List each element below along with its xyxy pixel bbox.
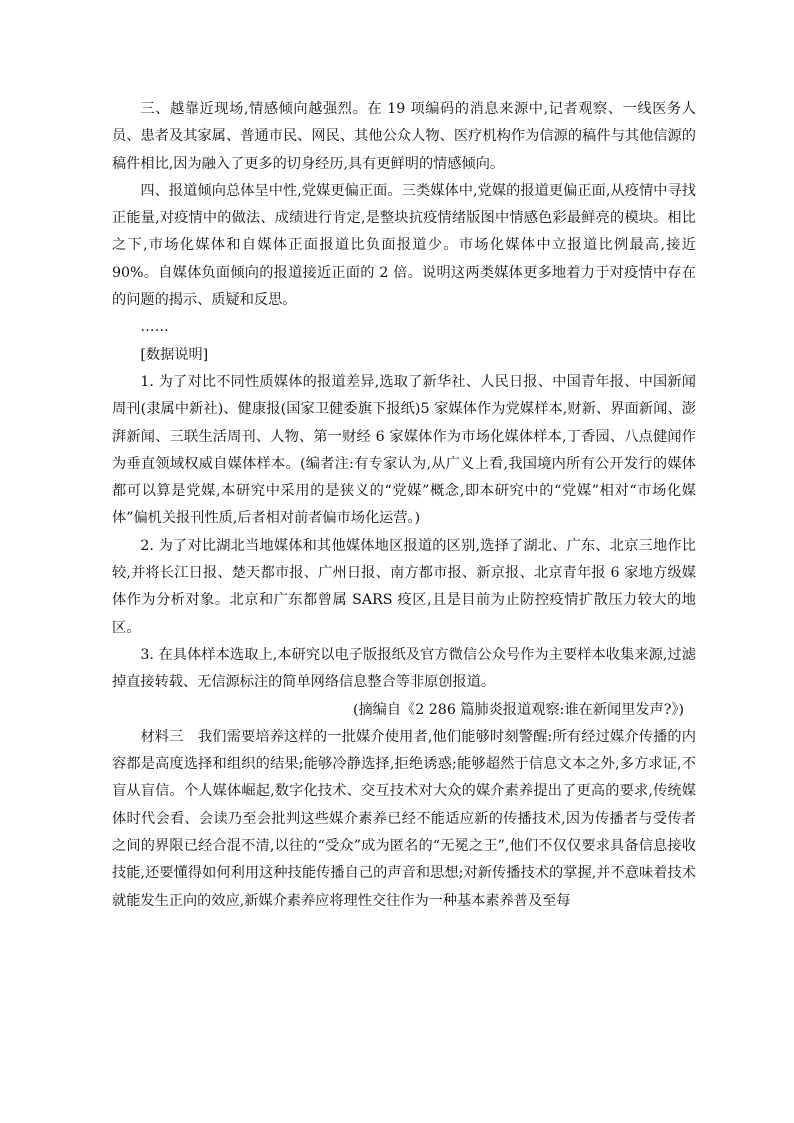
paragraph-report-tendency: 四、报道倾向总体呈中性,党媒更偏正面。三类媒体中,党媒的报道更偏正面,从疫情中寻找正能量,对疫情中的做法、成绩进行肯定,是整块抗疫情绪版图中情感色彩最鲜亮的模块。相比之下,市场化媒体和自媒体正面报道比负面报道少。市场化媒体中立报道比例最高,接近 90%。自媒体负面倾向的报道接近正面的 2 倍。说明这两类媒体更多地着力于对疫情中存在的问题的揭示、质疑和反思。	[112, 182, 696, 309]
data-note-1: 1. 为了对比不同性质媒体的报道差异,选取了新华社、人民日报、中国青年报、中国新闻周刊(隶属中新社)、健康报(国家卫健委旗下报纸)5 家媒体作为党媒样本,财新、界面新闻、澎湃新闻、三联生活周刊、人物、第一财经 6 家媒体作为市场化媒体样本,丁香园、八点健闻作为垂直领域权威自媒体样本。(编者注:有专家认为,从广义上看,我国境内所有公开发行的媒体都可以算是党媒,本研究中采用的是狭义的“党媒”概念,即本研究中的“党媒”相对“市场化媒体”偏机关报刊性质,后者相对前者偏市场化运营。)	[112, 373, 696, 527]
paragraph-emotion-proximity: 三、越靠近现场,情感倾向越强烈。在 19 项编码的消息来源中,记者观察、一线医务人员、患者及其家属、普通市民、网民、其他公众人物、医疗机构作为信源的稿件与其他信源的稿件相比,因为融入了更多的切身经历,具有更鲜明的情感倾向。	[112, 101, 696, 172]
data-note-2: 2. 为了对比湖北当地媒体和其他媒体地区报道的区别,选择了湖北、广东、北京三地作比较,并将长江日报、楚天都市报、广州日报、南方都市报、新京报、北京青年报 6 家地方级媒体作为分析对象。北京和广东都曾属 SARS 疫区,且是目前为止防控疫情扩散压力较大的地区。	[112, 537, 696, 636]
source-citation: (摘编自《2 286 篇肺炎报道观察:谁在新闻里发声?》)	[352, 701, 684, 718]
data-notes-heading: [数据说明]	[140, 346, 209, 363]
material-three-paragraph: 材料三 我们需要培养这样的一批媒介使用者,他们能够时刻警醒:所有经过媒介传播的内容都是高度选择和组织的结果;能够冷静选择,拒绝诱惑;能够超然于信息文本之外,多方求证,不盲从盲信。个人媒体崛起,数字化技术、交互技术对大众的媒介素养提出了更高的要求,传统媒体时代会看、会读乃至会批判这些媒介素养已经不能适应新的传播技术,因为传播者与受传者之间的界限已经合混不清,以往的“受众”成为匿名的“无冕之王”,他们不仅仅要求具备信息接收技能,还要懂得如何利用这种技能传播自己的声音和思想;对新传播技术的掌握,并不意味着技术就能发生正向的效应,新媒介素养应将理性交往作为一种基本素养普及至每	[112, 728, 696, 909]
ellipsis-line: ……	[140, 319, 169, 336]
data-note-3: 3. 在具体样本选取上,本研究以电子版报纸及官方微信公众号作为主要样本收集来源,过滤掉直接转载、无信源标注的简单网络信息整合等非原创报道。	[112, 646, 696, 691]
document-page	[112, 96, 696, 915]
